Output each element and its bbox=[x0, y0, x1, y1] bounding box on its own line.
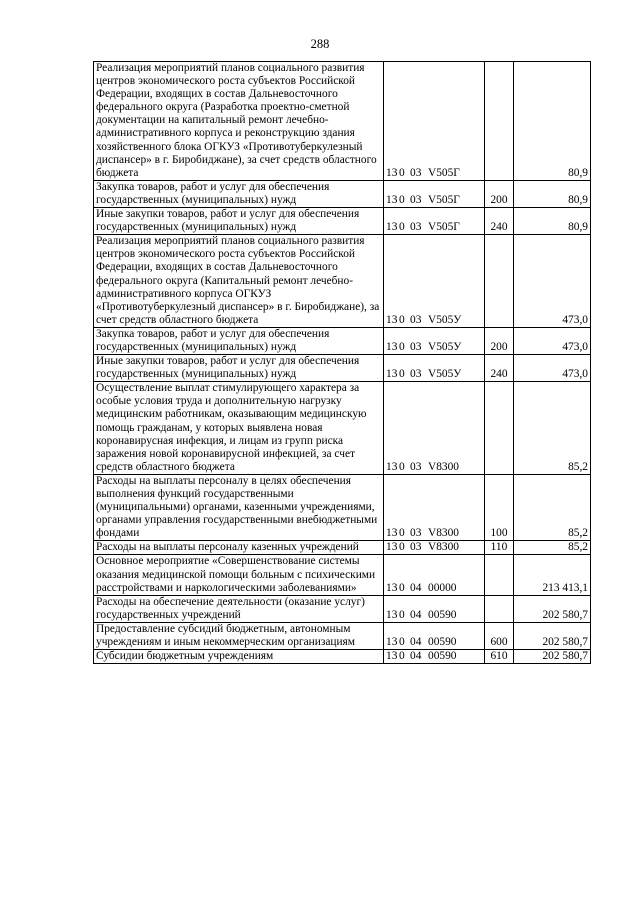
row-code bbox=[384, 382, 485, 475]
row-sum: 202 580,7 bbox=[514, 650, 591, 664]
row-name: Реализация мероприятий планов социального развития центров экономического роста субъектов Российской Федерации, входящих в состав Дальневосточного федерального округа (Капитальный ремонт лечебно-административного корпуса ОГКУЗ «Противотуберкулезный диспансер» в г. Биробиджане), за счет средств областного бюджета bbox=[94, 235, 384, 328]
code-part: 0 bbox=[399, 650, 405, 663]
code-part: 13 bbox=[386, 541, 398, 554]
row-name: Осуществление выплат стимулирующего характера за особые условия труда и дополнительную нагрузку медицинским работникам, оказывающим медицинскую помощь гражданам, у которых выявлена новая коронавирусная инфекция, и лицам из групп риска заражения новой коронавирусной инфекцией, за счет средств областного бюджета bbox=[94, 382, 384, 475]
code-part: 04 bbox=[410, 650, 422, 663]
row-name: Расходы на выплаты персоналу в целях обеспечения выполнения функций государственными (муниципальными) органами, казенными учреждениями, органами управления государственными внебюджетными фондами bbox=[94, 474, 384, 540]
row-code bbox=[384, 595, 485, 622]
row-name: Иные закупки товаров, работ и услуг для обеспечения государственных (муниципальных) нужд bbox=[94, 208, 384, 235]
table-row bbox=[94, 327, 591, 354]
row-code bbox=[384, 474, 485, 540]
row-sum: 473,0 bbox=[514, 355, 591, 382]
row-sum: 202 580,7 bbox=[514, 622, 591, 649]
row-code bbox=[384, 208, 485, 235]
row-expense-type bbox=[485, 235, 514, 328]
row-code bbox=[384, 555, 485, 595]
row-sum: 85,2 bbox=[514, 474, 591, 540]
row-name: Иные закупки товаров, работ и услуг для обеспечения государственных (муниципальных) нужд bbox=[94, 355, 384, 382]
row-expense-type: 200 bbox=[485, 180, 514, 207]
table-row bbox=[94, 208, 591, 235]
code-part: 13 bbox=[386, 636, 398, 649]
row-sum: 473,0 bbox=[514, 327, 591, 354]
code-part: 0 bbox=[399, 221, 405, 234]
code-part: 0 bbox=[399, 527, 405, 540]
row-code bbox=[384, 327, 485, 354]
row-name: Субсидии бюджетным учреждениям bbox=[94, 650, 384, 664]
page-number: 288 bbox=[310, 37, 330, 51]
row-name: Реализация мероприятий планов социального развития центров экономического роста субъектов Российской Федерации, входящих в состав Дальневосточного федерального округа (Разработка проектно-сметной документации на капитальный ремонт лечебно-административного корпуса и реконструкцию здания хозяйственного блока ОГКУЗ «Противотуберкулезный диспансер» в г. Биробиджане), за счет средств областного бюджета bbox=[94, 62, 384, 181]
code-part: V505У bbox=[428, 340, 462, 353]
table-row bbox=[94, 595, 591, 622]
row-expense-type bbox=[485, 555, 514, 595]
row-expense-type bbox=[485, 595, 514, 622]
code-part: 0 bbox=[399, 368, 405, 381]
row-expense-type bbox=[485, 62, 514, 181]
code-part: 03 bbox=[410, 460, 422, 473]
row-sum: 202 580,7 bbox=[514, 595, 591, 622]
code-part: 04 bbox=[410, 581, 422, 594]
code-part: 04 bbox=[410, 608, 422, 621]
code-part: 13 bbox=[386, 193, 398, 206]
code-part: 0 bbox=[399, 636, 405, 649]
row-name: Закупка товаров, работ и услуг для обеспечения государственных (муниципальных) нужд bbox=[94, 327, 384, 354]
code-part: 0 bbox=[399, 460, 405, 473]
row-sum: 80,9 bbox=[514, 62, 591, 181]
table-row bbox=[94, 235, 591, 328]
row-expense-type: 200 bbox=[485, 327, 514, 354]
code-part: 03 bbox=[410, 541, 422, 554]
row-expense-type: 600 bbox=[485, 622, 514, 649]
code-part: 0 bbox=[399, 313, 405, 326]
table-row bbox=[94, 541, 591, 555]
code-part: 0 bbox=[399, 608, 405, 621]
code-part: 13 bbox=[386, 581, 398, 594]
code-part: 0 bbox=[399, 193, 405, 206]
code-part: 00000 bbox=[428, 581, 457, 594]
code-part: 03 bbox=[410, 340, 422, 353]
code-part: 13 bbox=[386, 166, 398, 179]
row-name: Основное мероприятие «Совершенствование системы оказания медицинской помощи больным с психическими расстройствами и наркологическими заболеваниями» bbox=[94, 555, 384, 595]
row-name: Предоставление субсидий бюджетным, автономным учреждениям и иным некоммерческим организациям bbox=[94, 622, 384, 649]
code-part: V8300 bbox=[428, 460, 460, 473]
table-row bbox=[94, 62, 591, 181]
row-code bbox=[384, 355, 485, 382]
row-code bbox=[384, 180, 485, 207]
code-part: 13 bbox=[386, 340, 398, 353]
code-part: 0 bbox=[399, 166, 405, 179]
code-part: V505Г bbox=[428, 166, 460, 179]
code-part: 03 bbox=[410, 221, 422, 234]
row-name: Расходы на выплаты персоналу казенных учреждений bbox=[94, 541, 384, 555]
table-row bbox=[94, 355, 591, 382]
row-sum: 85,2 bbox=[514, 541, 591, 555]
row-code bbox=[384, 235, 485, 328]
row-code bbox=[384, 62, 485, 181]
row-code bbox=[384, 622, 485, 649]
row-expense-type: 240 bbox=[485, 208, 514, 235]
code-part: V505У bbox=[428, 313, 462, 326]
code-part: 03 bbox=[410, 368, 422, 381]
code-part: 13 bbox=[386, 460, 398, 473]
code-part: V505Г bbox=[428, 193, 460, 206]
row-expense-type bbox=[485, 382, 514, 475]
code-part: 13 bbox=[386, 608, 398, 621]
budget-table bbox=[93, 61, 591, 664]
row-sum: 213 413,1 bbox=[514, 555, 591, 595]
code-part: 00590 bbox=[428, 650, 457, 663]
code-part: 13 bbox=[386, 650, 398, 663]
code-part: 0 bbox=[399, 541, 405, 554]
row-sum: 473,0 bbox=[514, 235, 591, 328]
table-row bbox=[94, 622, 591, 649]
code-part: 03 bbox=[410, 313, 422, 326]
row-code bbox=[384, 541, 485, 555]
table-row bbox=[94, 650, 591, 664]
row-code bbox=[384, 650, 485, 664]
code-part: 00590 bbox=[428, 608, 457, 621]
row-expense-type: 610 bbox=[485, 650, 514, 664]
code-part: 00590 bbox=[428, 636, 457, 649]
code-part: 0 bbox=[399, 581, 405, 594]
code-part: 03 bbox=[410, 166, 422, 179]
code-part: V8300 bbox=[428, 541, 460, 554]
code-part: V8300 bbox=[428, 527, 460, 540]
code-part: 03 bbox=[410, 193, 422, 206]
row-sum: 80,9 bbox=[514, 180, 591, 207]
table-row bbox=[94, 555, 591, 595]
row-expense-type: 110 bbox=[485, 541, 514, 555]
row-expense-type: 100 bbox=[485, 474, 514, 540]
code-part: V505Г bbox=[428, 221, 460, 234]
code-part: V505У bbox=[428, 368, 462, 381]
table-row bbox=[94, 382, 591, 475]
code-part: 13 bbox=[386, 527, 398, 540]
row-sum: 85,2 bbox=[514, 382, 591, 475]
code-part: 0 bbox=[399, 340, 405, 353]
code-part: 13 bbox=[386, 221, 398, 234]
row-sum: 80,9 bbox=[514, 208, 591, 235]
table-row bbox=[94, 474, 591, 540]
code-part: 04 bbox=[410, 636, 422, 649]
table-row bbox=[94, 180, 591, 207]
code-part: 13 bbox=[386, 313, 398, 326]
row-expense-type: 240 bbox=[485, 355, 514, 382]
row-name: Расходы на обеспечение деятельности (оказание услуг) государственных учреждений bbox=[94, 595, 384, 622]
code-part: 03 bbox=[410, 527, 422, 540]
row-name: Закупка товаров, работ и услуг для обеспечения государственных (муниципальных) нужд bbox=[94, 180, 384, 207]
budget-table-body bbox=[94, 62, 591, 664]
code-part: 13 bbox=[386, 368, 398, 381]
